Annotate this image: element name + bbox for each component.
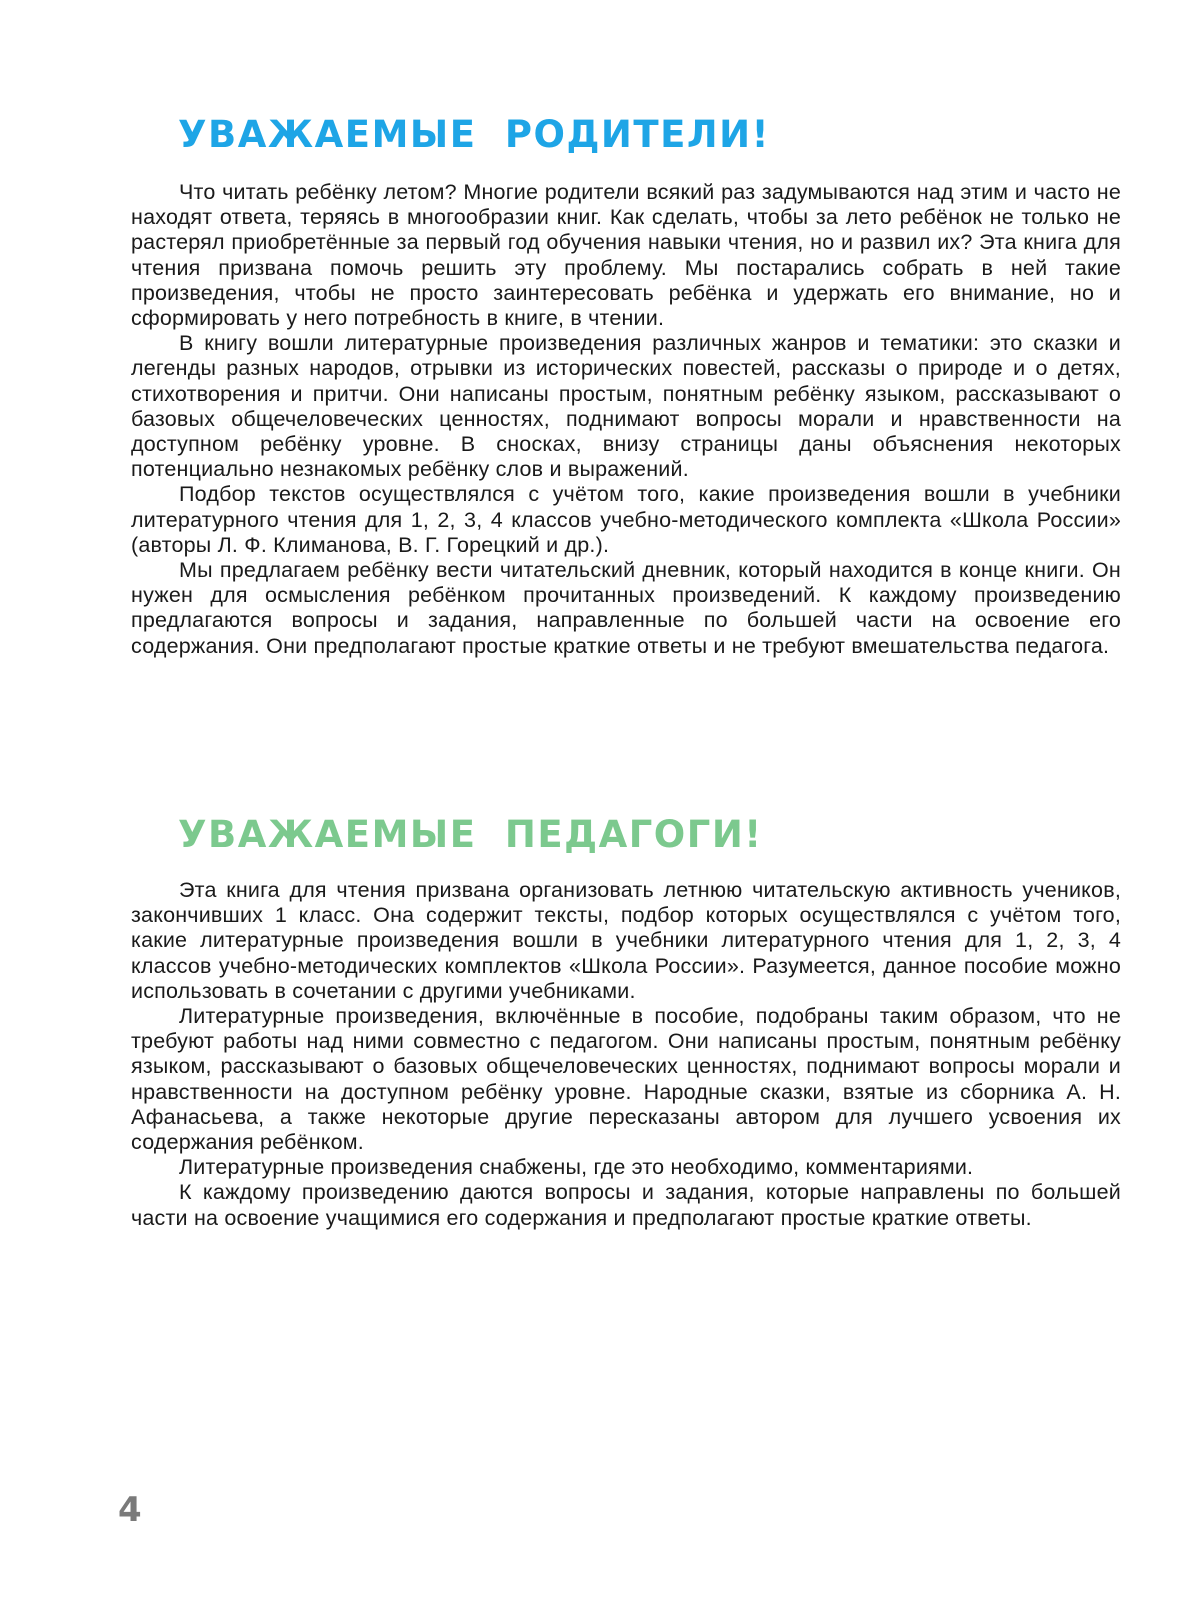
parents-section-body xyxy=(131,180,1121,659)
parents-paragraph-2: В книгу вошли литературные произведения различных жанров и тематики: это сказки и легенды разных народов, отрывки из исторических повестей, рассказы о природе и о детях, стихотворения и притчи. Они написаны простым, понятным ребёнку языком, рассказывают о базовых общечеловеческих ценностях, поднимают вопросы морали и нравственности на доступном ребёнку уровне. В сносках, внизу страницы даны объяснения некоторых потенциально незнакомых ребёнку слов и выражений. xyxy=(131,331,1121,482)
parents-paragraph-4: Мы предлагаем ребёнку вести читательский дневник, который находится в конце книги. Он нужен для осмысления ребёнком прочитанных произведений. К каждому произведению предлагаются вопросы и задания, направленные по большей части на освоение его содержания. Они предполагают простые краткие ответы и не требуют вмешательства педагога. xyxy=(131,558,1121,658)
teachers-paragraph-2: Литературные произведения, включённые в пособие, подобраны таким образом, что не требуют работы над ними совместно с педагогом. Они написаны простым, понятным ребёнку языком, рассказывают о базовых общечеловеческих ценностях, поднимают вопросы морали и нравственности на доступном ребёнку уровне. Народные сказки, взятые из сборника А. Н. Афанасьева, а также некоторые другие пересказаны автором для лучшего усвоения их содержания ребёнком. xyxy=(131,1004,1121,1155)
teachers-paragraph-3: Литературные произведения снабжены, где это необходимо, комментариями. xyxy=(179,1155,974,1180)
teachers-paragraph-1: Эта книга для чтения призвана организовать летнюю читательскую активность учеников, закончивших 1 класс. Она содержит тексты, подбор которых осуществлялся с учётом того, какие литературные произведения вошли в учебники литературного чтения для 1, 2, 3, 4 классов учебно-методических комплектов «Школа России». Разумеется, данное пособие можно использовать в сочетании с другими учебниками. xyxy=(131,878,1121,1003)
teachers-heading: УВАЖАЕМЫЕ ПЕДАГОГИ! xyxy=(178,813,763,856)
parents-heading: УВАЖАЕМЫЕ РОДИТЕЛИ! xyxy=(178,113,770,156)
page-number: 4 xyxy=(118,1490,142,1530)
parents-paragraph-1: Что читать ребёнку летом? Многие родители всякий раз задумываются над этим и часто не находят ответа, теряясь в многообразии книг. Как сделать, чтобы за лето ребёнок не только не растерял приобретённые за первый год обучения навыки чтения, но и развил их? Эта книга для чтения призвана помочь решить эту проблему. Мы постарались собрать в ней такие произведения, чтобы не просто заинтересовать ребёнка и удержать его внимание, но и сформировать у него потребность в книге, в чтении. xyxy=(131,180,1121,331)
teachers-paragraph-4: К каждому произведению даются вопросы и задания, которые направлены по большей части на освоение учащимися его содержания и предполагают простые краткие ответы. xyxy=(131,1180,1121,1230)
parents-paragraph-3: Подбор текстов осуществлялся с учётом того, какие произведения вошли в учебники литературного чтения для 1, 2, 3, 4 классов учебно-методического комплекта «Школа России» (авторы Л. Ф. Климанова, В. Г. Горецкий и др.). xyxy=(131,482,1121,557)
teachers-section-body xyxy=(131,878,1121,1231)
